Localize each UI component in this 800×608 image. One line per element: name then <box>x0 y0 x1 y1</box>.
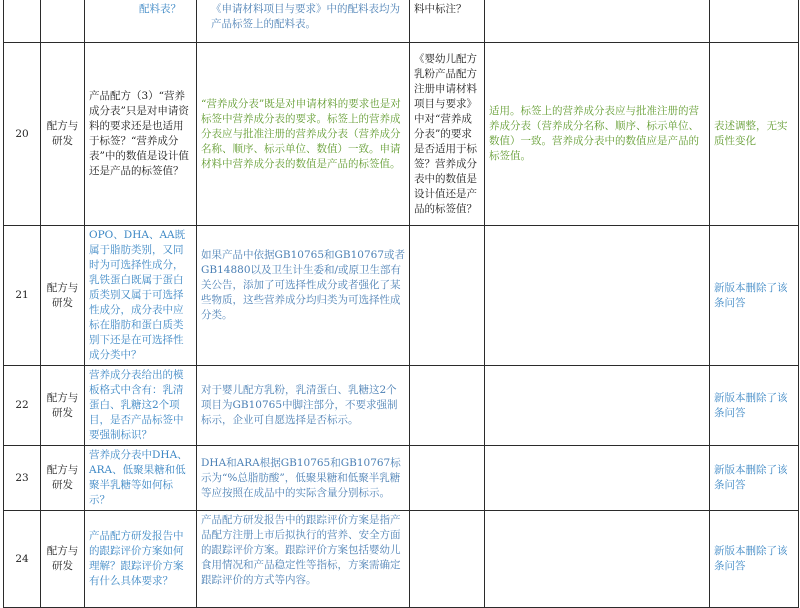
row-module: 配方与研发 <box>41 43 85 226</box>
change-note <box>710 0 799 43</box>
old-question: 配料表？ <box>85 0 197 43</box>
row-number <box>4 0 41 43</box>
change-note: 新版本删除了该条问答 <box>710 226 799 366</box>
old-answer: 《申请材料项目与要求》中的配料表均为产品标签上的配料表。 <box>197 0 410 43</box>
change-note: 表述调整，无实质性变化 <box>710 43 799 226</box>
table-row <box>4 446 799 511</box>
new-question <box>410 366 485 446</box>
new-question: 料中标注？ <box>410 0 485 43</box>
old-question: 产品配方（3）“营养成分表”只是对申请资料的要求还是也适用于标签？“营养成分表”中的数值是设计值还是产品的标签值？ <box>85 43 197 226</box>
change-note: 新版本删除了该条问答 <box>710 366 799 446</box>
old-question: OPO、DHA、AA既属于脂肪类别，又同时为可选择性成分，乳铁蛋白既属于蛋白质类别又属于可选择性成分，成分表中应标在脂肪和蛋白质类别下还是在可选择性成分类中？ <box>85 226 197 366</box>
new-answer: 适用。标签上的营养成分表应与批准注册的营养成分表（营养成分名称、顺序、标示单位、数值）一致。营养成分表中的数值应是产品的标签值。 <box>485 43 710 226</box>
change-note: 新版本删除了该条问答 <box>710 446 799 511</box>
old-answer: 对于婴儿配方乳粉，乳清蛋白、乳糖这2个项目为GB10765中脚注部分，不要求强制标示，企业可自愿选择是否标示。 <box>197 366 410 446</box>
change-note: 新版本删除了该条问答 <box>710 511 799 608</box>
row-number: 23 <box>4 446 41 511</box>
new-answer <box>485 511 710 608</box>
old-answer: 产品配方研发报告中的跟踪评价方案是指产品配方注册上市后拟执行的营养、安全方面的跟踪评价方案。跟踪评价方案包括婴幼儿食用情况和产品稳定性等指标，方案需确定跟踪评价的方式等内容。 <box>197 511 410 608</box>
row-number: 21 <box>4 226 41 366</box>
new-question: 《婴幼儿配方乳粉产品配方注册申请材料项目与要求》中对“营养成分表”的要求是否适用于标签？营养成分表中的数值是设计值还是产品的标签值？ <box>410 43 485 226</box>
table-row <box>4 226 799 366</box>
row-module: 配方与研发 <box>41 226 85 366</box>
row-module: 配方与研发 <box>41 511 85 608</box>
new-answer <box>485 366 710 446</box>
table-row <box>4 0 799 43</box>
new-question <box>410 446 485 511</box>
new-answer <box>485 0 710 43</box>
row-module: 配方与研发 <box>41 366 85 446</box>
old-answer: DHA和ARA根据GB10765和GB10767标示为“%总脂肪酸”，低聚果糖和低聚半乳糖等应按照在成品中的实际含量分别标示。 <box>197 446 410 511</box>
table-row <box>4 511 799 608</box>
comparison-table <box>3 0 799 608</box>
row-module <box>41 0 85 43</box>
old-question: 营养成分表中DHA、ARA、低聚果糖和低聚半乳糖等如何标示？ <box>85 446 197 511</box>
old-answer: “营养成分表”既是对申请材料的要求也是对标签中营养成分表的要求。标签上的营养成分表应与批准注册的营养成分表（营养成分名称、顺序、标示单位、数值）一致。申请材料中营养成分表的数值是产品的标签值。 <box>197 43 410 226</box>
new-answer <box>485 226 710 366</box>
old-answer: 如果产品中依据GB10765和GB10767或者GB14880以及卫生计生委和/或原卫生部有关公告，添加了可选择性成分或者强化了某些物质，这些营养成分均归类为可选择性成分类。 <box>197 226 410 366</box>
old-question: 营养成分表给出的模板格式中含有：乳清蛋白、乳糖这2个项目，是否产品标签中要强制标识？ <box>85 366 197 446</box>
row-module: 配方与研发 <box>41 446 85 511</box>
new-answer <box>485 446 710 511</box>
table-row <box>4 43 799 226</box>
row-number: 22 <box>4 366 41 446</box>
row-number: 24 <box>4 511 41 608</box>
old-question: 产品配方研发报告中的跟踪评价方案如何理解？跟踪评价方案有什么具体要求？ <box>85 511 197 608</box>
table-row <box>4 366 799 446</box>
new-question <box>410 511 485 608</box>
row-number: 20 <box>4 43 41 226</box>
new-question <box>410 226 485 366</box>
